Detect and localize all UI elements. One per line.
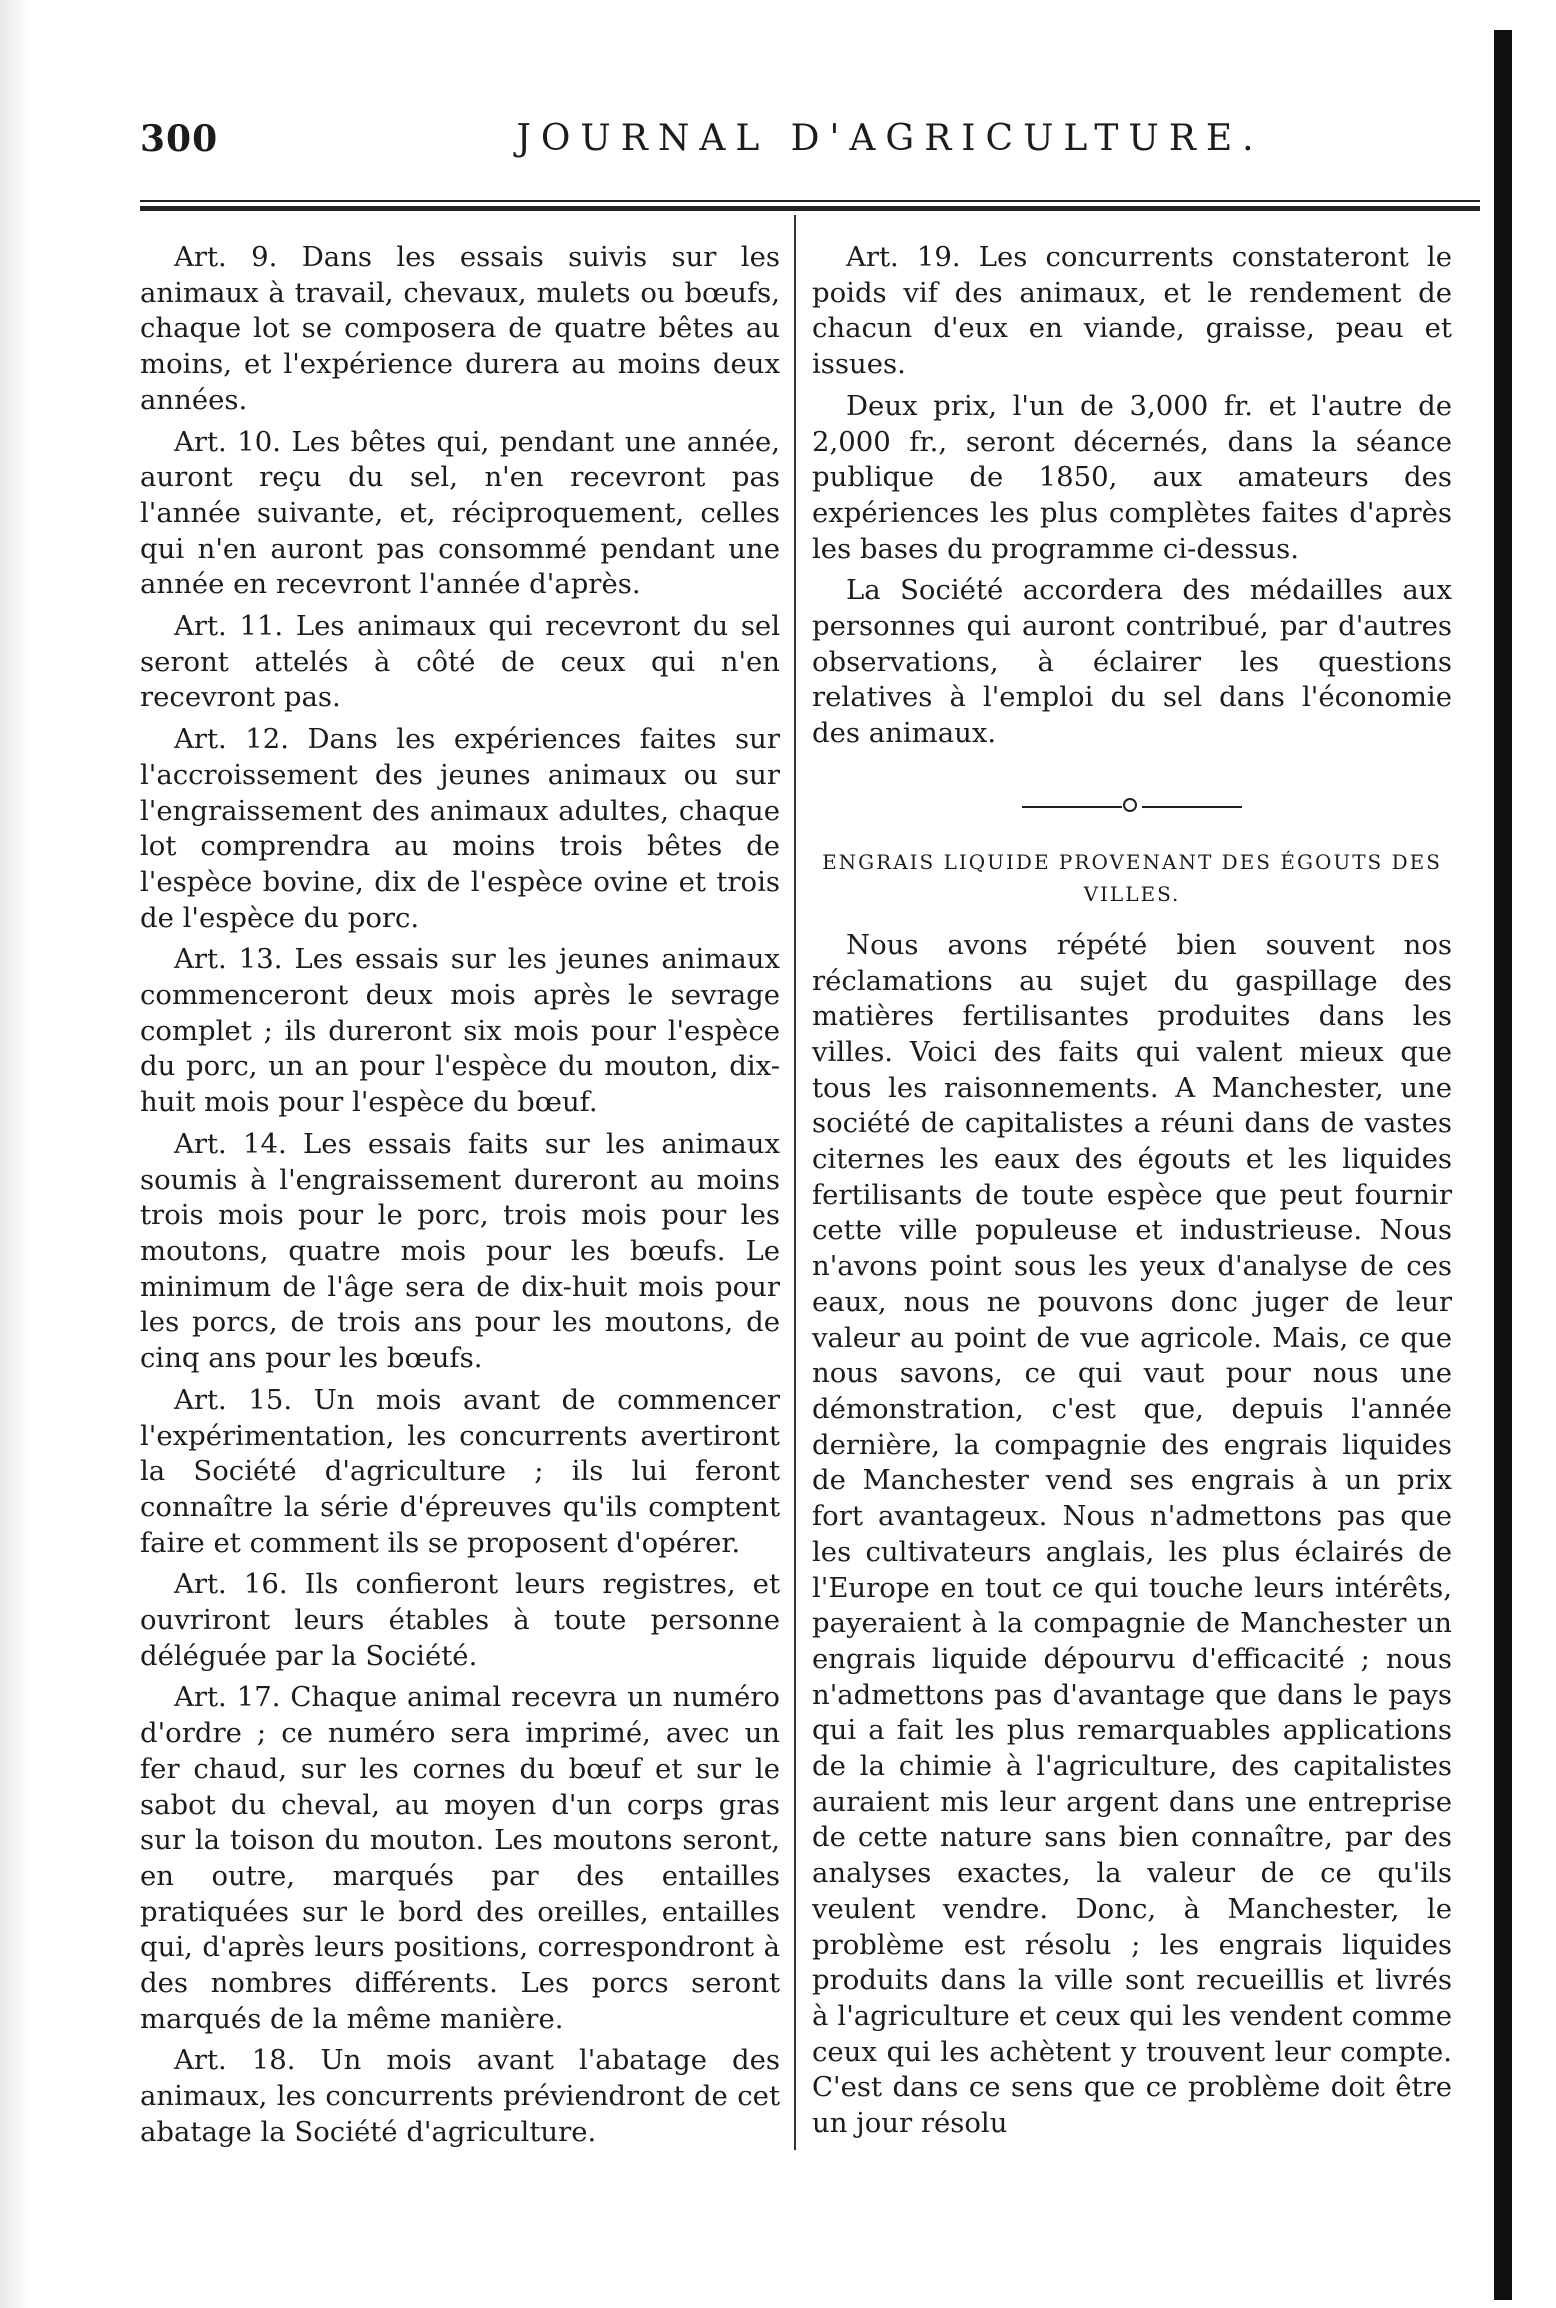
page-left-edge <box>0 0 30 2308</box>
section-body: Nous avons répété bien souvent nos réclamations au sujet du gaspillage des matières fertilisantes produites dans les villes. Voici des faits qui valent mieux que tous les raisonnements. A Manchester, une société de capitalistes a réuni dans de vastes citernes les eaux des égouts et les liquides fertilisants de toute espèce que peut fournir cette ville populeuse et industrieuse. Nous n'avons point sous les yeux d'analyse de ces eaux, nous ne pouvons donc juger de leur valeur au point de vue agricole. Mais, ce que nous savons, ce qui vaut pour nous une démonstration, c'est que, depuis l'année dernière, la compagnie des engrais liquides de Manchester vend ses engrais à un prix fort avantageux. Nous n'admettons pas que les cultivateurs anglais, les plus éclairés de l'Europe en tout ce qui touche leurs intérêts, payeraient à la compagnie de Manchester un engrais liquide dépourvu d'efficacité ; nous n'admettons pas d'avantage que dans le pays qui a fait les plus remarquables applications de la chimie à l'agriculture, des capitalistes auraient mis leur argent dans une entreprise de cette nature sans bien connaître, par des analyses exactes, la valeur de ce qu'ils veulent vendre. Donc, à Manchester, le problème est résolu ; les engrais liquides produits dans la ville sont recueillis et livrés à l'agriculture et ceux qui les vendent comme ceux qui les achètent y trouvent leur compte. C'est dans ce sens que ce problème doit être un jour résolu <box>812 928 1452 2140</box>
article-9: Art. 9. Dans les essais suivis sur les animaux à travail, chevaux, mulets ou bœufs, chaque lot se composera de quatre bêtes au moins, et l'expérience durera au moins deux années. <box>140 241 780 416</box>
article-16: Art. 16. Ils confieront leurs registres, et ouvriront leurs étables à toute personne déléguée par la Société. <box>140 1568 780 1672</box>
section-ornament <box>812 778 1452 838</box>
page-number: 300 <box>140 118 219 160</box>
article-13: Art. 13. Les essais sur les jeunes animaux commenceront deux mois après le sevrage complet ; ils dureront six mois pour l'espèce du porc, un an pour l'espèce du mouton, dix-huit mois pour l'espèce du bœuf. <box>140 943 780 1119</box>
ornament-circle <box>1123 798 1137 812</box>
header-rule-thin <box>140 200 1480 202</box>
left-column <box>140 240 780 2157</box>
article-12: Art. 12. Dans les expériences faites sur l'accroissement des jeunes animaux ou sur l'engraissement des animaux adultes, chaque lot comprendra au moins trois bêtes de l'espèce bovine, dix de l'espèce ovine et trois de l'espèce du porc. <box>140 723 780 934</box>
medals-paragraph: La Société accordera des médailles aux personnes qui auront contribué, par d'autres observations, à éclairer les questions relatives à l'emploi du sel dans l'économie des animaux. <box>812 574 1452 750</box>
page-header <box>140 118 1480 166</box>
article-10: Art. 10. Les bêtes qui, pendant une année, auront reçu du sel, n'en recevront pas l'année suivante, et, réciproquement, celles qui n'en auront pas consommé pendant une année en recevront l'année d'après. <box>140 425 780 601</box>
article-19: Art. 19. Les concurrents constateront le poids vif des animaux, et le rendement de chacun d'eux en viande, graisse, peau et issues. <box>812 241 1452 381</box>
article-17: Art. 17. Chaque animal recevra un numéro d'ordre ; ce numéro sera imprimé, avec un fer chaud, sur les cornes du bœuf et sur le sabot du cheval, au moyen d'un corps gras sur la toison du mouton. Les moutons seront, en outre, marqués par des entailles pratiquées sur le bord des oreilles, entailles qui, d'après leurs positions, correspondront à des nombres différents. Les porcs seront marqués de la même manière. <box>140 1681 780 2035</box>
ornament-line-left <box>1022 806 1122 808</box>
page-right-edge <box>1494 30 1512 2300</box>
section-heading: ENGRAIS LIQUIDE PROVENANT DES ÉGOUTS DES VILLES. <box>822 849 1442 906</box>
article-15: Art. 15. Un mois avant de commencer l'expérimentation, les concurrents avertiront la Société d'agriculture ; ils lui feront connaître la série d'épreuves qu'ils comptent faire et comment ils se proposent d'opérer. <box>140 1383 780 1559</box>
ornament-line-right <box>1142 806 1242 808</box>
article-18: Art. 18. Un mois avant l'abatage des animaux, les concurrents préviendront de cet abatage la Société d'agriculture. <box>140 2044 780 2148</box>
prize-paragraph: Deux prix, l'un de 3,000 fr. et l'autre de 2,000 fr., seront décernés, dans la séance publique de 1850, aux amateurs des expériences les plus complètes faites d'après les bases du programme ci-dessus. <box>812 389 1452 565</box>
article-11: Art. 11. Les animaux qui recevront du sel seront attelés à côté de ceux qui n'en recevront pas. <box>140 610 780 714</box>
article-14: Art. 14. Les essais faits sur les animaux soumis à l'engraissement dureront au moins trois mois pour le porc, trois mois pour les moutons, quatre mois pour les bœufs. Le minimum de l'âge sera de dix-huit mois pour les porcs, de trois ans pour les moutons, de cinq ans pour les bœufs. <box>140 1127 780 1375</box>
running-title: JOURNAL D'AGRICULTURE. <box>516 118 1264 159</box>
column-divider <box>794 215 796 2150</box>
right-column <box>812 240 1452 2148</box>
header-rule-thick <box>140 206 1480 211</box>
